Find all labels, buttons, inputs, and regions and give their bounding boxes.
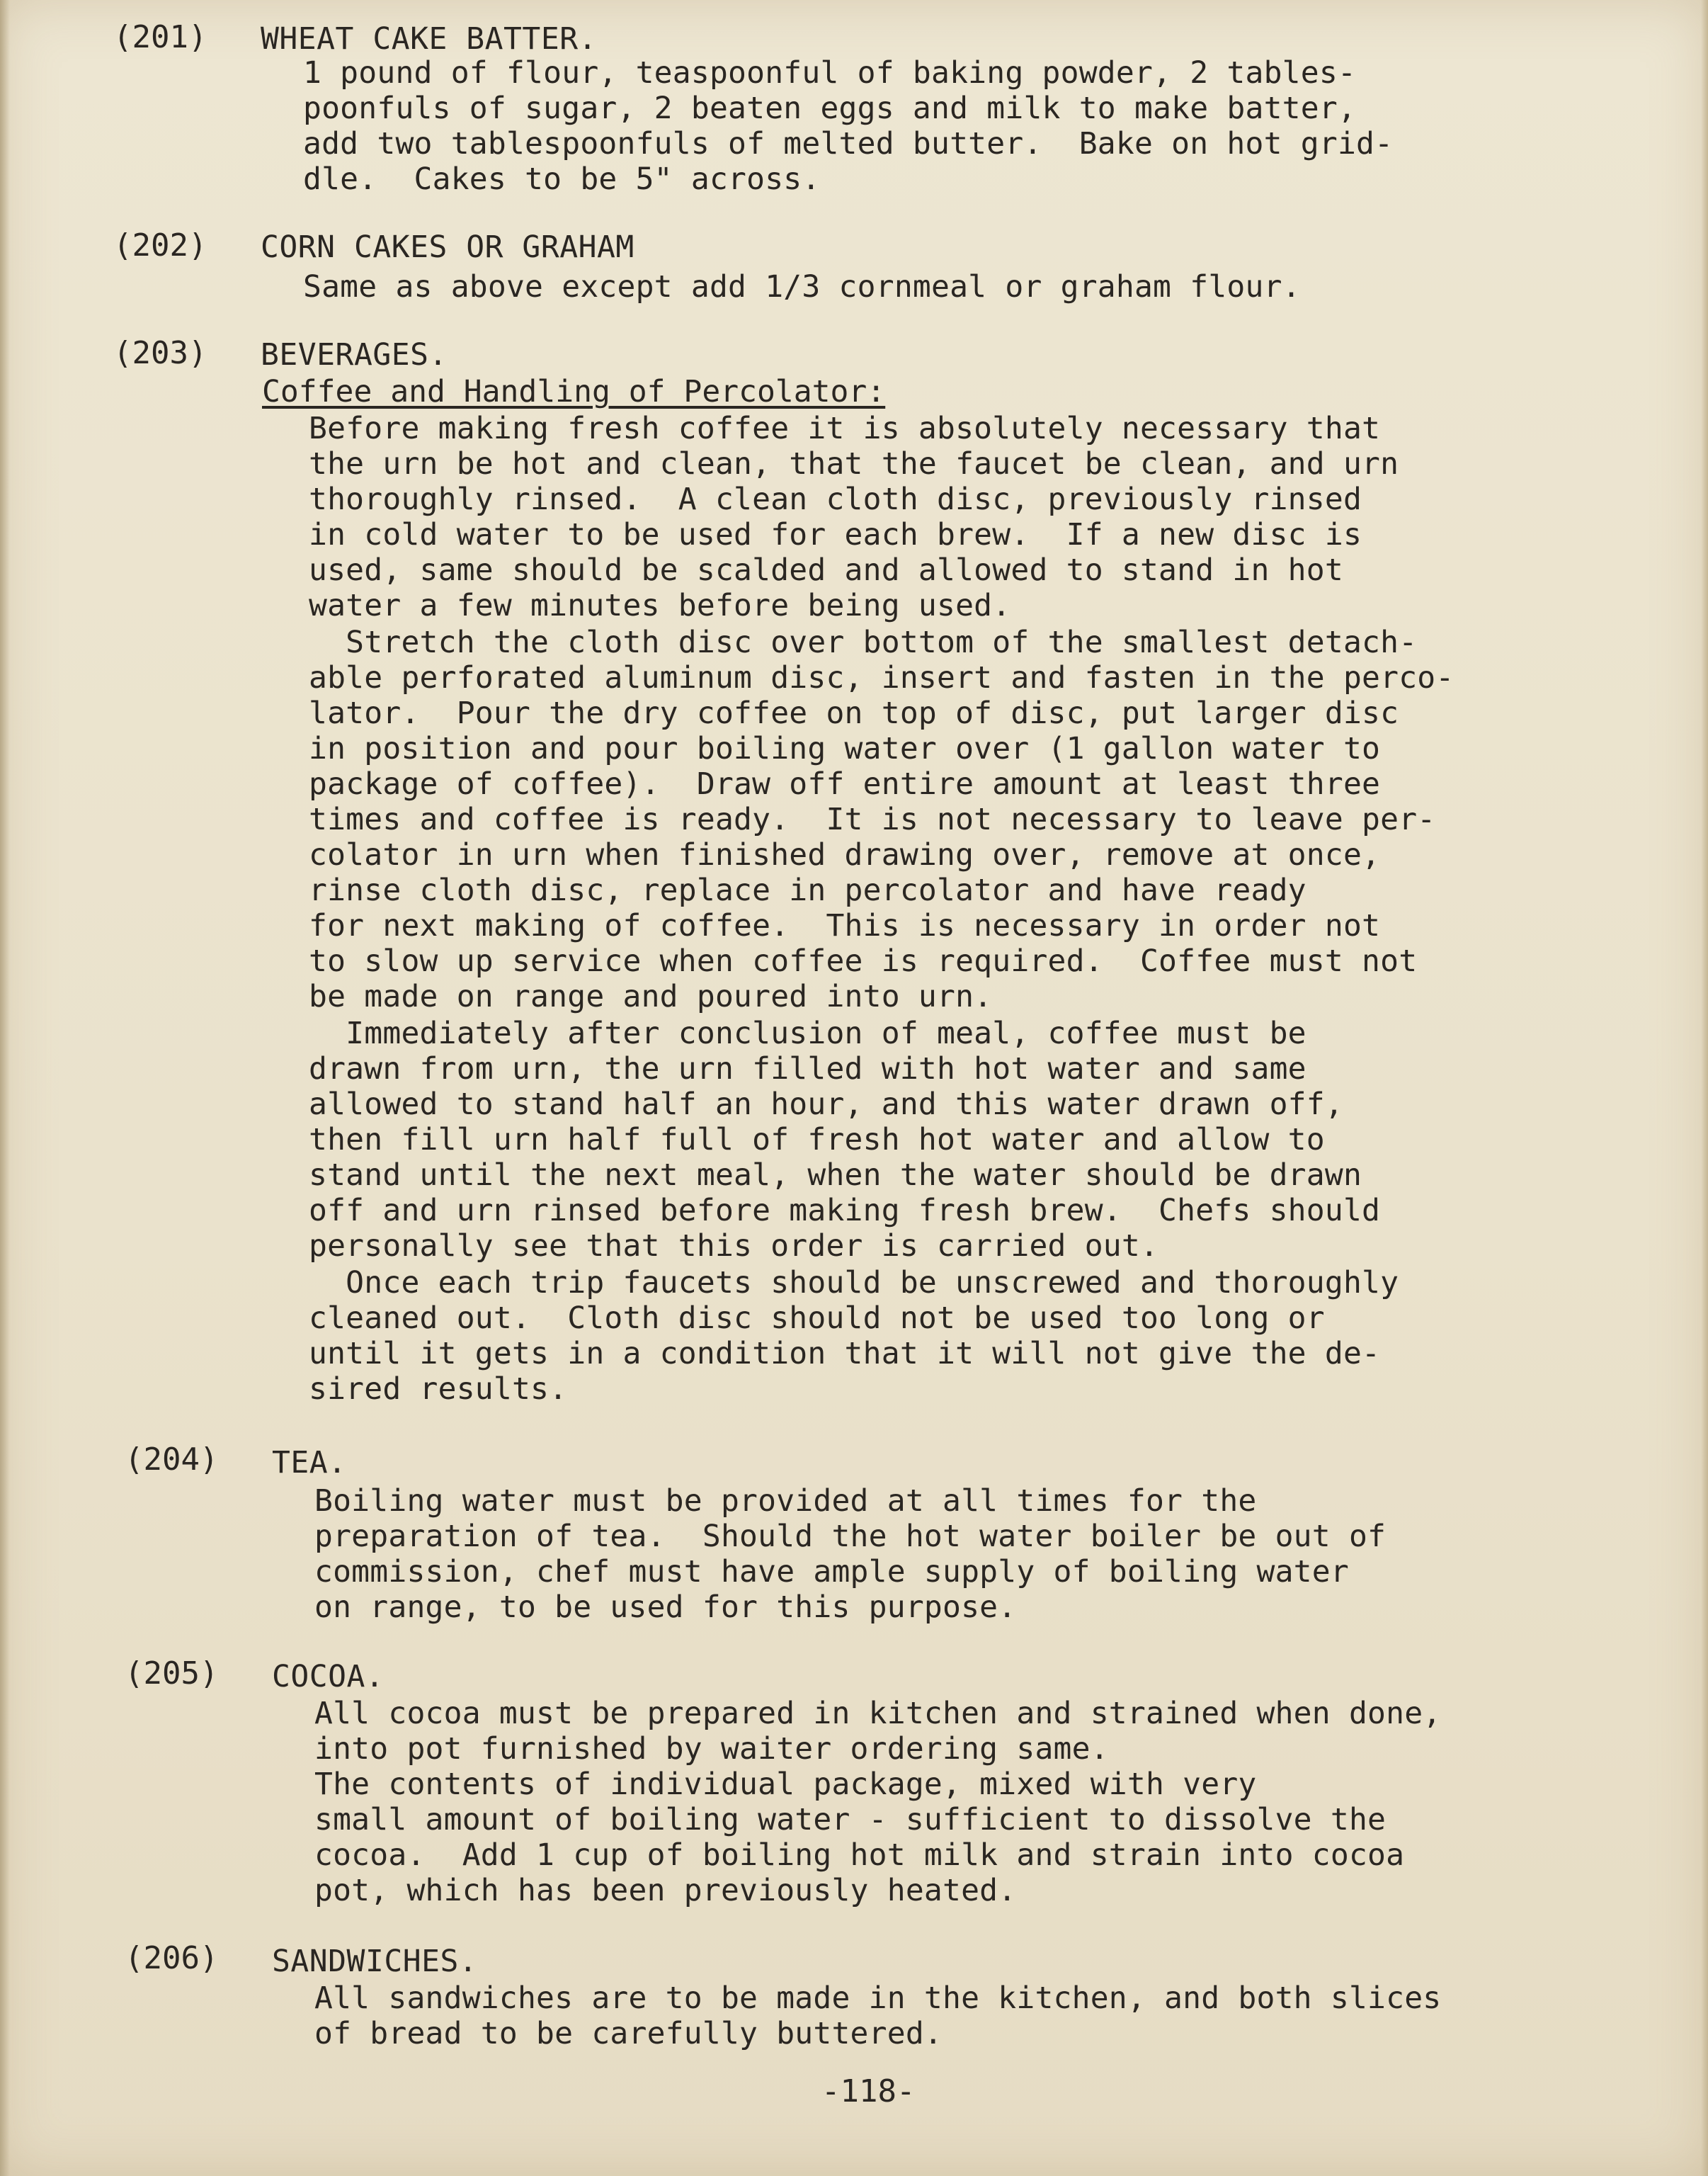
body-line: cleaned out. Cloth disc should not be used too long or (309, 1300, 1325, 1336)
entry-number: (201) (113, 19, 207, 55)
body-line: to slow up service when coffee is required. Coffee must not (309, 944, 1418, 979)
body-line: able perforated aluminum disc, insert and fasten in the perco- (309, 660, 1454, 696)
body-line: Before making fresh coffee it is absolutely necessary that (309, 411, 1381, 446)
entry-number: (202) (113, 227, 207, 264)
entry-title: TEA. (272, 1445, 347, 1480)
page-number: -118- (821, 2073, 916, 2109)
body-line: Boiling water must be provided at all times for the (314, 1483, 1257, 1519)
body-line: Once each trip faucets should be unscrewed and thoroughly (309, 1265, 1399, 1300)
entry-number: (206) (125, 1940, 219, 1976)
body-line: until it gets in a condition that it will not give the de- (309, 1336, 1381, 1371)
body-line: stand until the next meal, when the water should be drawn (309, 1157, 1362, 1193)
body-line: cocoa. Add 1 cup of boiling hot milk and strain into cocoa (314, 1837, 1405, 1873)
body-line: the urn be hot and clean, that the faucet be clean, and urn (309, 446, 1399, 482)
body-line: sired results. (309, 1371, 568, 1407)
body-line: Immediately after conclusion of meal, coffee must be (309, 1016, 1306, 1051)
body-line: Stretch the cloth disc over bottom of the smallest detach- (309, 625, 1418, 660)
body-line: be made on range and poured into urn. (309, 979, 993, 1014)
body-line: Same as above except add 1/3 cornmeal or graham flour. (303, 269, 1301, 305)
entry-title: COCOA. (272, 1659, 385, 1694)
body-line: then fill urn half full of fresh hot water and allow to (309, 1122, 1325, 1157)
body-line: preparation of tea. Should the hot water boiler be out of (314, 1519, 1387, 1554)
entry-number: (205) (125, 1655, 219, 1692)
body-line: thoroughly rinsed. A clean cloth disc, previously rinsed (309, 482, 1362, 517)
entry-title: CORN CAKES OR GRAHAM (261, 230, 634, 265)
body-line: off and urn rinsed before making fresh brew. Chefs should (309, 1193, 1381, 1228)
body-line: colator in urn when finished drawing over, remove at once, (309, 837, 1381, 873)
entry-number: (203) (113, 335, 207, 371)
body-line: in position and pour boiling water over (1 gallon water to (309, 731, 1381, 766)
body-line: into pot furnished by waiter ordering same. (314, 1731, 1109, 1767)
entry-title: SANDWICHES. (272, 1944, 478, 1979)
body-line: add two tablespoonfuls of melted butter. Bake on hot grid- (303, 126, 1394, 162)
body-line: pot, which has been previously heated. (314, 1873, 1017, 1908)
body-line: used, same should be scalded and allowed to stand in hot (309, 552, 1343, 588)
body-line: package of coffee). Draw off entire amount at least three (309, 766, 1381, 802)
body-line: drawn from urn, the urn filled with hot water and same (309, 1051, 1306, 1087)
body-line: for next making of coffee. This is necessary in order not (309, 908, 1381, 944)
body-line: in cold water to be used for each brew. If a new disc is (309, 517, 1362, 552)
body-line: commission, chef must have ample supply of boiling water (314, 1554, 1349, 1590)
body-line: dle. Cakes to be 5" across. (303, 162, 821, 197)
body-line: All cocoa must be prepared in kitchen and strained when done, (314, 1696, 1442, 1731)
entry-number: (204) (125, 1441, 219, 1478)
body-line: All sandwiches are to be made in the kitchen, and both slices (314, 1980, 1442, 2016)
body-line: 1 pound of flour, teaspoonful of baking powder, 2 tables- (303, 55, 1357, 91)
body-line: lator. Pour the dry coffee on top of disc, put larger disc (309, 696, 1399, 731)
body-line: small amount of boiling water - sufficient to dissolve the (314, 1802, 1387, 1837)
body-line: of bread to be carefully buttered. (314, 2016, 943, 2051)
body-line: poonfuls of sugar, 2 beaten eggs and milk to make batter, (303, 91, 1357, 126)
body-line: personally see that this order is carried out. (309, 1228, 1159, 1264)
entry-subtitle: Coffee and Handling of Percolator: (262, 374, 886, 409)
body-line: water a few minutes before being used. (309, 588, 1011, 623)
body-line: times and coffee is ready. It is not necessary to leave per- (309, 802, 1436, 837)
body-line: allowed to stand half an hour, and this water drawn off, (309, 1087, 1343, 1122)
body-line: rinse cloth disc, replace in percolator and have ready (309, 873, 1306, 908)
body-line: The contents of individual package, mixed with very (314, 1767, 1257, 1802)
entry-title: BEVERAGES. (261, 337, 448, 373)
entry-title: WHEAT CAKE BATTER. (261, 21, 597, 57)
body-line: on range, to be used for this purpose. (314, 1590, 1017, 1625)
